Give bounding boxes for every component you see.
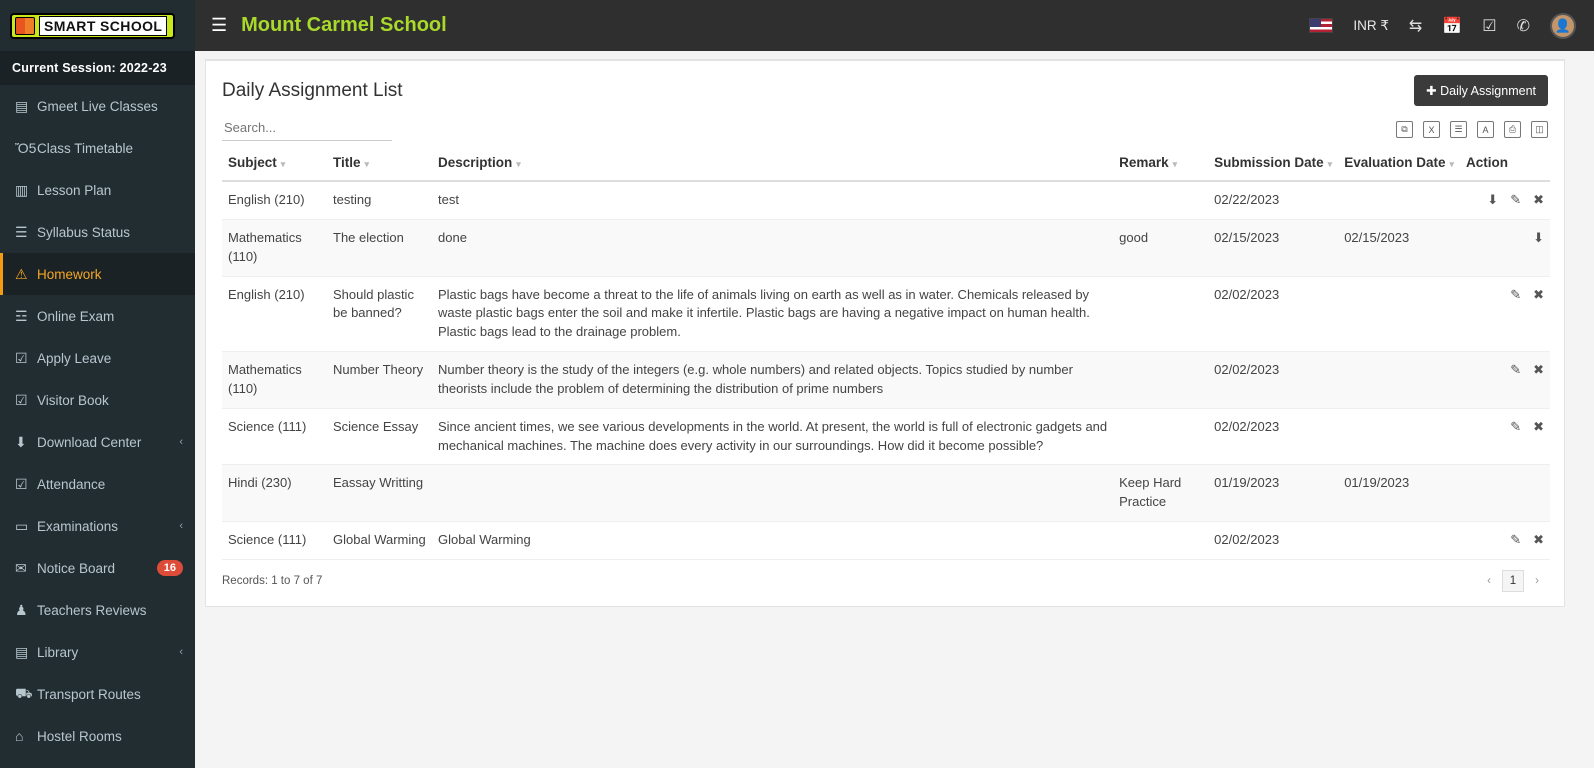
cell-description: Number theory is the study of the integers (e.g. whole numbers) and related objects. Topics studied by number theorists include the problem of determining the distribution of prime numbers bbox=[432, 352, 1113, 409]
video-camera-icon: ▤ bbox=[15, 97, 29, 114]
cell-title: Eassay Writting bbox=[327, 465, 432, 522]
edit-icon[interactable]: ✎ bbox=[1510, 192, 1522, 207]
cell-submission-date: 02/02/2023 bbox=[1208, 408, 1338, 465]
cell-submission-date: 02/02/2023 bbox=[1208, 522, 1338, 560]
cell-actions bbox=[1460, 522, 1550, 560]
chevron-left-icon: ‹ bbox=[179, 646, 183, 658]
sidebar-item-label: Online Exam bbox=[37, 308, 115, 324]
table-body bbox=[222, 181, 1550, 559]
column-label: Remark bbox=[1119, 155, 1169, 170]
pdf-icon[interactable]: A bbox=[1477, 121, 1494, 138]
cell-subject: Mathematics (110) bbox=[222, 219, 327, 276]
user-icon: ♟ bbox=[15, 601, 28, 618]
cell-title: Number Theory bbox=[327, 352, 432, 409]
hamburger-icon[interactable]: ☰ bbox=[211, 15, 228, 35]
sort-icon: ▾ bbox=[516, 159, 521, 169]
cell-submission-date: 02/15/2023 bbox=[1208, 219, 1338, 276]
cell-submission-date: 02/02/2023 bbox=[1208, 352, 1338, 409]
cell-remark bbox=[1113, 522, 1208, 560]
cell-actions bbox=[1460, 352, 1550, 409]
chevron-left-icon: ‹ bbox=[179, 520, 183, 532]
main-content bbox=[195, 51, 1594, 768]
sidebar-item-class-timetable[interactable] bbox=[0, 127, 195, 169]
list-icon: ☰ bbox=[15, 223, 28, 240]
cell-remark bbox=[1113, 276, 1208, 352]
table-row bbox=[222, 181, 1550, 219]
records-info: Records: 1 to 7 of 7 bbox=[222, 574, 323, 587]
add-daily-assignment-button[interactable]: ✚ Daily Assignment bbox=[1414, 75, 1548, 106]
sidebar-item-label: Transport Routes bbox=[37, 686, 141, 702]
topbar bbox=[195, 0, 1594, 51]
cell-remark: good bbox=[1113, 219, 1208, 276]
user-avatar[interactable]: 👤 bbox=[1550, 13, 1576, 39]
envelope-icon: ✉ bbox=[15, 559, 27, 576]
book-icon bbox=[15, 17, 35, 35]
edit-icon[interactable]: ✎ bbox=[1510, 362, 1522, 378]
table-footer bbox=[206, 560, 1564, 606]
column-header-action bbox=[1460, 149, 1550, 181]
sidebar-item-lesson-plan[interactable] bbox=[0, 169, 195, 211]
delete-icon[interactable]: ✖ bbox=[1533, 192, 1544, 207]
cell-actions bbox=[1460, 219, 1550, 276]
table-row bbox=[222, 522, 1550, 560]
page-school-name: Mount Carmel School bbox=[241, 14, 447, 36]
sidebar-item-label: Examinations bbox=[37, 518, 119, 534]
columns-icon[interactable]: ◫ bbox=[1531, 121, 1548, 138]
sidebar-item-attendance[interactable] bbox=[0, 463, 195, 505]
column-label: Description bbox=[438, 155, 513, 170]
csv-icon[interactable]: ☰ bbox=[1450, 121, 1467, 138]
search-input[interactable] bbox=[222, 116, 392, 141]
delete-icon[interactable]: ✖ bbox=[1533, 418, 1544, 434]
calendar-icon[interactable]: 📅 bbox=[1442, 17, 1463, 35]
sidebar-item-label: Homework bbox=[37, 266, 102, 282]
sidebar-item-visitor-book[interactable] bbox=[0, 379, 195, 421]
cell-subject: English (210) bbox=[222, 181, 327, 219]
us-flag-icon[interactable] bbox=[1309, 18, 1333, 33]
assignment-table bbox=[222, 149, 1550, 560]
cell-description: test bbox=[432, 181, 1113, 219]
column-label: Evaluation Date bbox=[1344, 155, 1446, 170]
table-toolbar bbox=[206, 114, 1564, 141]
sidebar-item-library[interactable] bbox=[0, 631, 195, 673]
sort-icon: ▾ bbox=[364, 159, 370, 169]
cell-title: Science Essay bbox=[327, 408, 432, 465]
cell-description: Global Warming bbox=[432, 522, 1113, 560]
table-row bbox=[222, 408, 1550, 465]
table-row bbox=[222, 352, 1550, 409]
pagination bbox=[1478, 570, 1548, 592]
cell-subject: Mathematics (110) bbox=[222, 352, 327, 409]
column-label: Submission Date bbox=[1214, 155, 1324, 170]
delete-icon[interactable]: ✖ bbox=[1533, 532, 1544, 548]
whatsapp-icon[interactable]: ✆ bbox=[1516, 17, 1530, 35]
pagination-page-1[interactable]: 1 bbox=[1502, 570, 1524, 592]
cell-evaluation-date bbox=[1338, 352, 1460, 409]
cell-evaluation-date bbox=[1338, 181, 1460, 219]
copy-icon[interactable]: ⧉ bbox=[1396, 121, 1413, 138]
download-icon[interactable]: ⬇ bbox=[1533, 229, 1544, 245]
cell-remark bbox=[1113, 408, 1208, 465]
book-icon: ▥ bbox=[15, 181, 29, 198]
building-icon: ⌂ bbox=[15, 728, 24, 744]
table-row bbox=[222, 219, 1550, 276]
sidebar-item-apply-leave[interactable] bbox=[0, 337, 195, 379]
calendar-check-icon: ☑ bbox=[15, 475, 28, 492]
table-row bbox=[222, 465, 1550, 522]
table-header-row bbox=[222, 149, 1550, 181]
cell-remark: Keep Hard Practice bbox=[1113, 465, 1208, 522]
currency-selector[interactable]: INR ₹ bbox=[1353, 17, 1389, 33]
sidebar-nav bbox=[0, 85, 195, 757]
cell-subject: Hindi (230) bbox=[222, 465, 327, 522]
cell-title: testing bbox=[327, 181, 432, 219]
current-session: Current Session: 2022-23 bbox=[0, 51, 195, 85]
cell-actions bbox=[1460, 465, 1550, 522]
exchange-icon[interactable]: ⇆ bbox=[1408, 17, 1423, 35]
cell-evaluation-date bbox=[1338, 276, 1460, 352]
panel-header bbox=[206, 61, 1564, 114]
sidebar-item-label: Apply Leave bbox=[37, 350, 112, 366]
sidebar-item-label: Hostel Rooms bbox=[37, 728, 122, 744]
sidebar-item-label: Gmeet Live Classes bbox=[37, 98, 158, 114]
sidebar-item-download-center[interactable] bbox=[0, 421, 195, 463]
check-square-icon: ☑ bbox=[15, 349, 28, 366]
sidebar-item-hostel-rooms[interactable] bbox=[0, 715, 195, 757]
sidebar-item-label: Visitor Book bbox=[37, 392, 109, 408]
cell-subject: Science (111) bbox=[222, 522, 327, 560]
tasks-check-icon[interactable]: ☑ bbox=[1482, 17, 1497, 35]
column-label: Action bbox=[1466, 155, 1508, 170]
cell-evaluation-date bbox=[1338, 408, 1460, 465]
column-header-title[interactable] bbox=[327, 149, 432, 181]
edit-icon[interactable]: ✎ bbox=[1510, 286, 1522, 302]
sidebar-item-transport-routes[interactable] bbox=[0, 673, 195, 715]
cell-description bbox=[432, 465, 1113, 522]
cell-title: Global Warming bbox=[327, 522, 432, 560]
sidebar-item-label: Lesson Plan bbox=[37, 182, 112, 198]
book-stack-icon: ▤ bbox=[15, 643, 29, 660]
cell-evaluation-date: 01/19/2023 bbox=[1338, 465, 1460, 522]
cell-actions bbox=[1460, 276, 1550, 352]
sidebar-item-syllabus-status[interactable] bbox=[0, 211, 195, 253]
page-title: Daily Assignment List bbox=[222, 79, 403, 101]
sidebar-item-label: Library bbox=[37, 644, 79, 660]
cell-actions bbox=[1460, 408, 1550, 465]
excel-icon[interactable]: X bbox=[1423, 121, 1440, 138]
warning-triangle-icon: ⚠ bbox=[15, 265, 28, 282]
sidebar-item-online-exam[interactable] bbox=[0, 295, 195, 337]
column-header-description[interactable] bbox=[432, 149, 1113, 181]
pagination-prev[interactable]: ‹ bbox=[1478, 570, 1500, 592]
chevron-left-icon: ‹ bbox=[179, 436, 183, 448]
pagination-next[interactable]: › bbox=[1526, 570, 1548, 592]
logo[interactable] bbox=[0, 0, 195, 51]
topbar-actions bbox=[1309, 13, 1594, 39]
column-header-subject[interactable] bbox=[222, 149, 327, 181]
sidebar-item-badge: 16 bbox=[157, 560, 183, 576]
cell-submission-date: 01/19/2023 bbox=[1208, 465, 1338, 522]
assignment-panel bbox=[205, 59, 1565, 607]
delete-icon[interactable]: ✖ bbox=[1533, 362, 1544, 378]
bus-icon: ⛟ bbox=[15, 684, 33, 701]
column-label: Subject bbox=[228, 155, 277, 170]
calendar-icon: Ὄ5 bbox=[15, 140, 37, 156]
check-circle-icon: ☑ bbox=[15, 391, 28, 408]
cell-submission-date: 02/02/2023 bbox=[1208, 276, 1338, 352]
sort-icon: ▾ bbox=[280, 159, 286, 169]
delete-icon[interactable]: ✖ bbox=[1533, 286, 1544, 302]
cell-evaluation-date bbox=[1338, 522, 1460, 560]
sort-icon: ▾ bbox=[1172, 159, 1178, 169]
column-header-remark[interactable] bbox=[1113, 149, 1208, 181]
sidebar-item-label: Teachers Reviews bbox=[37, 602, 147, 618]
cell-description: Since ancient times, we see various developments in the world. At present, the world is full of electronic gadgets and mechanical machines. The machine does every activity in our surroundings. How did it become possible? bbox=[432, 408, 1113, 465]
export-buttons bbox=[1396, 121, 1548, 141]
logo-text: SMART SCHOOL bbox=[39, 16, 167, 36]
cell-description: done bbox=[432, 219, 1113, 276]
sort-icon: ▾ bbox=[1327, 159, 1333, 169]
sidebar-item-gmeet-live-classes[interactable] bbox=[0, 85, 195, 127]
print-icon[interactable]: ⎙ bbox=[1504, 121, 1521, 138]
cell-remark bbox=[1113, 181, 1208, 219]
sidebar-item-label: Syllabus Status bbox=[37, 224, 131, 240]
cell-title: Should plastic be banned? bbox=[327, 276, 432, 352]
column-header-submission-date[interactable] bbox=[1208, 149, 1338, 181]
sidebar-item-homework[interactable] bbox=[0, 253, 195, 295]
table-head bbox=[222, 149, 1550, 181]
sidebar-item-label: Download Center bbox=[37, 434, 142, 450]
sort-icon: ▾ bbox=[1449, 159, 1454, 169]
cell-title: The election bbox=[327, 219, 432, 276]
table-row bbox=[222, 276, 1550, 352]
cell-actions bbox=[1460, 181, 1550, 219]
sidebar-item-label: Class Timetable bbox=[37, 140, 134, 156]
edit-icon[interactable]: ✎ bbox=[1510, 418, 1522, 434]
download-icon[interactable]: ⬇ bbox=[1487, 192, 1499, 207]
sidebar-item-label: Attendance bbox=[37, 476, 106, 492]
sidebar-item-teachers-reviews[interactable] bbox=[0, 589, 195, 631]
cell-subject: English (210) bbox=[222, 276, 327, 352]
cell-subject: Science (111) bbox=[222, 408, 327, 465]
download-icon: ⬇ bbox=[15, 433, 27, 450]
cell-description: Plastic bags have become a threat to the life of animals living on earth as well as in water. Chemicals released by waste plastic bags enter the soil and make it infertile. Plastic bags are having a negative impact on human health. Plastic bags lead to the drainage problem. bbox=[432, 276, 1113, 352]
sidebar-item-label: Notice Board bbox=[37, 560, 116, 576]
sidebar-item-notice-board[interactable] bbox=[0, 547, 195, 589]
cell-submission-date: 02/22/2023 bbox=[1208, 181, 1338, 219]
edit-icon[interactable]: ✎ bbox=[1510, 532, 1522, 548]
cell-evaluation-date: 02/15/2023 bbox=[1338, 219, 1460, 276]
sidebar bbox=[0, 0, 195, 768]
cell-remark bbox=[1113, 352, 1208, 409]
column-header-evaluation-date[interactable] bbox=[1338, 149, 1460, 181]
column-label: Title bbox=[333, 155, 361, 170]
sidebar-item-examinations[interactable] bbox=[0, 505, 195, 547]
book-open-icon: ▭ bbox=[15, 517, 29, 534]
signal-icon: ☲ bbox=[15, 307, 28, 324]
